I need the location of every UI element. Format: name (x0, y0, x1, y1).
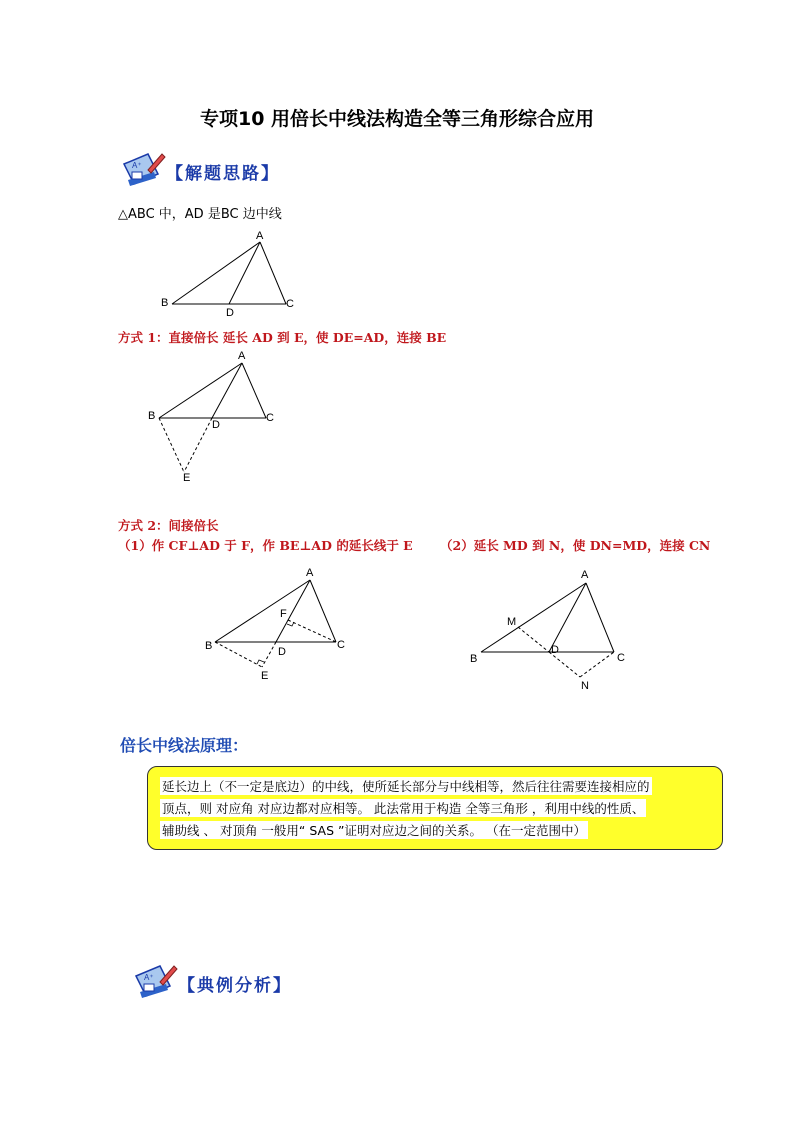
label-c: C (286, 298, 294, 310)
label-a: A (256, 230, 264, 242)
principle-line-1: 延长边上（不一定是底边）的中线，使所延长部分与中线相等，然后往往需要连接相应的 (162, 779, 650, 794)
method1-diagram (140, 345, 290, 485)
label-b: B (470, 653, 478, 665)
label-b: B (161, 297, 169, 309)
label-m: M (507, 616, 517, 628)
right-angle-e (257, 660, 264, 664)
svg-text:A⁺: A⁺ (144, 973, 154, 982)
label-a: A (306, 567, 314, 579)
label-e: E (183, 472, 191, 484)
dashed-be (159, 418, 184, 472)
section-label-examples: 【典例分析】 (178, 976, 292, 996)
method2-sub1-text: （1）作 CF⊥AD 于 F，作 BE⊥AD 的延长线于 E (118, 538, 413, 553)
principle-heading: 倍长中线法原理： (120, 736, 249, 755)
label-c: C (617, 652, 625, 664)
principle-line-3: 辅助线 、 对顶角 一般用“ SAS ”证明对应边之间的关系。 （在一定范围中） (162, 823, 586, 838)
segment-ac (260, 242, 286, 304)
label-a: A (581, 569, 589, 581)
segment-ad (229, 242, 260, 304)
svg-text:A⁺: A⁺ (132, 161, 142, 170)
section-label-thinking: 【解题思路】 (166, 164, 280, 184)
label-d: D (278, 646, 286, 658)
label-d: D (212, 419, 220, 431)
label-e: E (261, 670, 269, 682)
method2-perpendicular-diagram (200, 563, 360, 688)
method2-text: 方式 2：间接倍长 (118, 518, 219, 533)
principle-box (147, 766, 723, 850)
label-c: C (266, 412, 274, 424)
segment-ab (172, 242, 260, 304)
label-f: F (280, 608, 287, 620)
page-title: 专项10 用倍长中线法构造全等三角形综合应用 (199, 108, 595, 130)
label-c: C (337, 639, 345, 651)
dashed-be (215, 642, 262, 667)
notebook-pen-icon (130, 962, 178, 1002)
notebook-pen-icon (118, 150, 166, 190)
dashed-cn (580, 652, 614, 677)
label-b: B (205, 640, 213, 652)
intro-text: △ABC 中，AD 是BC 边中线 (118, 207, 282, 222)
method2-sub2-text: （2）延长 MD 到 N，使 DN=MD，连接 CN (440, 538, 711, 553)
triangle-abc-diagram (150, 228, 310, 320)
label-a: A (238, 350, 246, 362)
principle-line-2: 顶点，则 对应角 对应边都对应相等。 此法常用于构造 全等三角形 ，利用中线的性质、 (162, 801, 645, 816)
dashed-md (518, 627, 549, 652)
label-b: B (148, 410, 156, 422)
label-d: D (551, 644, 559, 656)
dashed-cf (288, 620, 336, 642)
label-n: N (581, 680, 589, 692)
dashed-de (184, 418, 212, 472)
label-d: D (226, 307, 234, 319)
method2-extend-diagram (465, 565, 635, 693)
method1-text: 方式 1：直接倍长 延长 AD 到 E，使 DE=AD，连接 BE (118, 330, 447, 345)
